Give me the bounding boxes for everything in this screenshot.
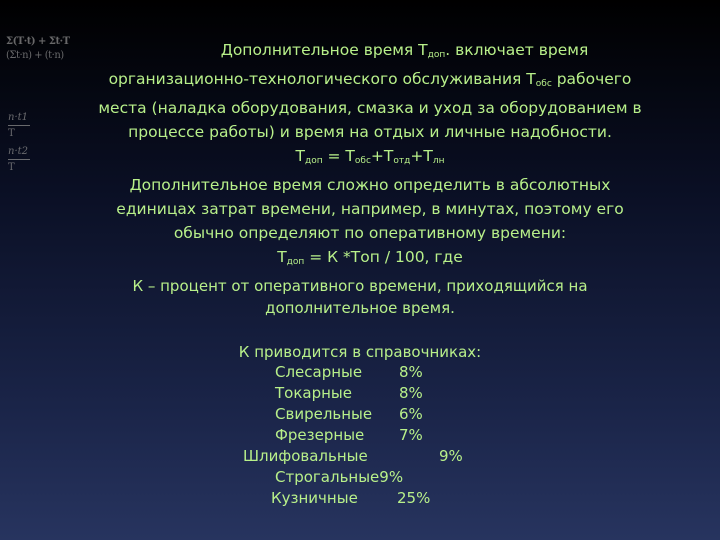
list-item: Шлифовальные 9%: [243, 447, 463, 465]
list-item: Кузничные 25%: [271, 489, 431, 507]
text-line: дополнительное время.: [265, 299, 455, 317]
formula-fragment-5: n·t2: [8, 146, 28, 157]
formula-fragment-1: Σ(T·t) + Σt·T: [6, 36, 70, 47]
formula-fragment-4: T: [8, 128, 15, 139]
text-line: организационно-технологического обслуживания $Т_{обс}$ рабочего: [108, 70, 632, 89]
formula-line: $Т_{доп} = К$ *Топ / 100, где: [277, 248, 463, 267]
text-line: обычно определяют по оперативному времени:: [173, 224, 567, 242]
text-line: единицах затрат времени, например, в минутах, поэтому его: [116, 200, 624, 218]
list-item: Свирельные 6%: [275, 405, 423, 423]
text-line: Дополнительное время $Т_{доп}$. включает время: [220, 41, 589, 60]
text-line: К – процент от оперативного времени, приходящийся на: [132, 277, 588, 295]
list-heading: К приводится в справочниках:: [238, 343, 482, 361]
formula-line: $Т_{доп} = Т_{обс}+Т_{отд}+Т_{лн}$: [295, 147, 445, 166]
formula-fragment-2: (Σt·n) + (t·n): [6, 50, 64, 61]
text-line: места (наладка оборудования, смазка и уход за оборудованием в: [98, 99, 642, 117]
formula-fragment-6: T: [8, 162, 15, 173]
list-item: Фрезерные 7%: [275, 426, 423, 444]
text-line: процессе работы) и время на отдых и личные надобности.: [128, 123, 612, 141]
text-line: Дополнительное время сложно определить в абсолютных: [129, 176, 611, 194]
list-item: Строгальные9%: [275, 468, 404, 486]
definition-paragraph: [60, 275, 660, 363]
list-item: Слесарные 8%: [275, 363, 423, 381]
list-item: Токарные 8%: [275, 384, 423, 402]
intro-paragraph: [50, 38, 690, 274]
formula-fragment-3: n·t1: [8, 112, 28, 123]
